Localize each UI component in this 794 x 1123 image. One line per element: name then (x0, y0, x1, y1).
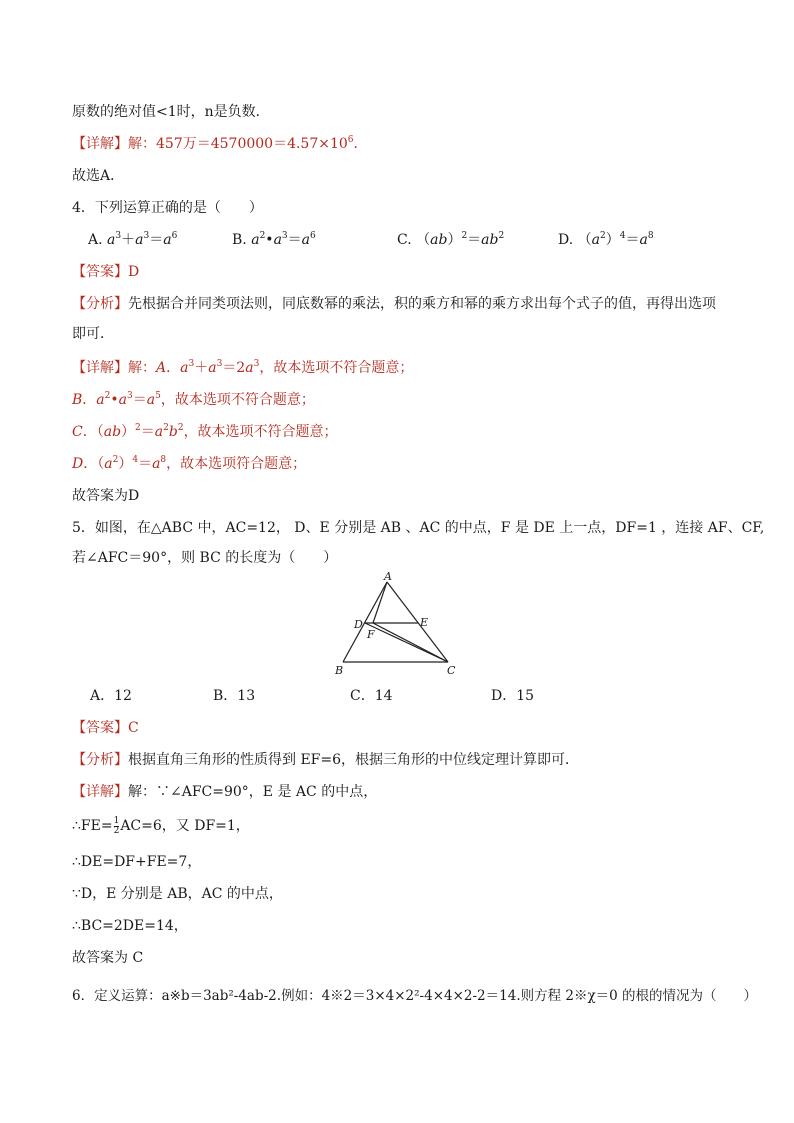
q3-detail-exp: 6 (347, 135, 354, 145)
q5-detail-text1: 解：∵∠AFC=90°，E 是 AC 的中点， (128, 784, 378, 800)
fraction-denominator: 2 (113, 825, 120, 836)
q5-analysis-tag: 【分析】 (72, 752, 128, 768)
q5-detail-line2 (72, 816, 250, 836)
intro-line: 原数的绝对值<1时，n是负数． (72, 104, 270, 120)
q4-option-b-label: B. (232, 232, 247, 248)
q5-analysis (72, 750, 579, 770)
q4-detail-a: 【详解】解：A．$a^3+a^3=2a^3$，故本选项不符合题意； (72, 359, 414, 376)
q4-stem: 4．下列运算正确的是（ ） (72, 200, 263, 216)
q5-option-d: D．15 (491, 688, 535, 704)
q4-option-b: B. $a^2•a^3=a^6$ (232, 231, 316, 248)
q4-option-c-label: C. (397, 232, 412, 248)
q5-detail-line4: ∵D，E 分别是 AB，AC 的中点， (72, 886, 283, 902)
q5-detail-line5: ∴BC=2DE=14， (72, 918, 188, 934)
q3-detail-text: 解：457万＝4570000＝4.57×10 (128, 136, 348, 152)
q4-detail-b: B．$a^2•a^3=a^5$，故本选项不符合题意； (72, 391, 315, 408)
fraction-numerator: 1 (113, 815, 120, 826)
q3-conclusion: 故选A． (72, 168, 125, 184)
q4-detail-lead: 解： (128, 360, 156, 376)
q4-detail-a-suffix: ，故本选项不符合题意； (259, 360, 414, 376)
q6-stem: 6．定义运算：a※b＝3ab²-4ab-2.例如：4※2＝3×4×2²-4×4×2-2＝14.则方程 2※χ＝0 的根的情况为（ ） (72, 988, 758, 1004)
q5-triangle-figure (326, 570, 476, 680)
q4-option-d-label: D. (558, 232, 574, 248)
q4-detail-d-suffix: ，故本选项符合题意； (166, 456, 307, 472)
q4-detail-tag: 【详解】 (72, 360, 128, 376)
q4-answer-tag: 【答案】 (72, 264, 128, 280)
q4-answer (72, 262, 139, 282)
q4-option-a: A. $a^3+a^3=a^6$ (88, 231, 178, 248)
segment-dc (365, 623, 448, 662)
label-d: D (354, 618, 363, 631)
q5-answer-tag: 【答案】 (72, 720, 128, 736)
q5-detail-line1 (72, 782, 377, 802)
label-a: A (384, 570, 392, 583)
q5-detail-l2-pre: ∴FE= (72, 818, 113, 834)
q5-stem-line1: 5．如图，在△ABC 中，AC=12， D、E 分别是 AB 、AC 的中点，F 是 DE 上一点，DF=1 ，连接 AF、CF, (72, 520, 765, 536)
q4-analysis-tag: 【分析】 (72, 296, 128, 312)
q5-answer-value: C (128, 720, 139, 736)
q5-half-fraction (114, 817, 120, 836)
q4-option-a-label: A. (88, 232, 103, 248)
q4-analysis-text: 先根据合并同类项法则，同底数幂的乘法，积的乘方和幂的乘方求出每个式子的值，再得出选项 (128, 296, 716, 312)
q4-analysis-line1 (72, 294, 716, 314)
q5-answer (72, 718, 139, 738)
q4-detail-c: C．$(ab)^2=a^2b^2$，故本选项不符合题意； (72, 423, 338, 440)
q4-detail-c-suffix: ，故本选项不符合题意； (183, 424, 338, 440)
q5-detail-tag: 【详解】 (72, 784, 128, 800)
q4-option-d: D. $(a^2)^4=a^8$ (558, 231, 654, 248)
q5-detail-l2-post: AC=6，又 DF=1， (120, 818, 250, 834)
q4-detail-d: D．$(a^2)^4=a^8$，故本选项符合题意； (72, 455, 307, 472)
q3-detail-end: ． (353, 136, 368, 152)
label-e: E (420, 616, 429, 629)
label-c: C (447, 664, 456, 677)
segment-ac (387, 582, 448, 662)
q5-option-c: C．14 (350, 688, 393, 704)
segment-ab (343, 582, 387, 662)
q5-analysis-text: 根据直角三角形的性质得到 EF=6，根据三角形的中位线定理计算即可． (128, 752, 580, 768)
q5-option-b: B．13 (213, 688, 256, 704)
q5-option-a: A．12 (90, 688, 132, 704)
q3-detail-tag: 【详解】 (72, 136, 128, 152)
q5-detail-line3: ∴DE=DF+FE=7， (72, 854, 202, 870)
q4-answer-value: D (128, 264, 140, 280)
q3-detail-line (72, 134, 368, 154)
q4-detail-b-suffix: ，故本选项不符合题意； (160, 392, 315, 408)
q4-conclusion: 故答案为D (72, 488, 140, 504)
label-b: B (335, 664, 344, 677)
label-f: F (367, 628, 375, 641)
q5-conclusion: 故答案为 C (72, 950, 144, 966)
q4-option-c: C. $(ab)^2=ab^2$ (397, 231, 505, 248)
q4-analysis-line2: 即可． (72, 326, 114, 342)
q5-stem-line2: 若∠AFC＝90°，则 BC 的长度为（ ） (72, 550, 338, 566)
